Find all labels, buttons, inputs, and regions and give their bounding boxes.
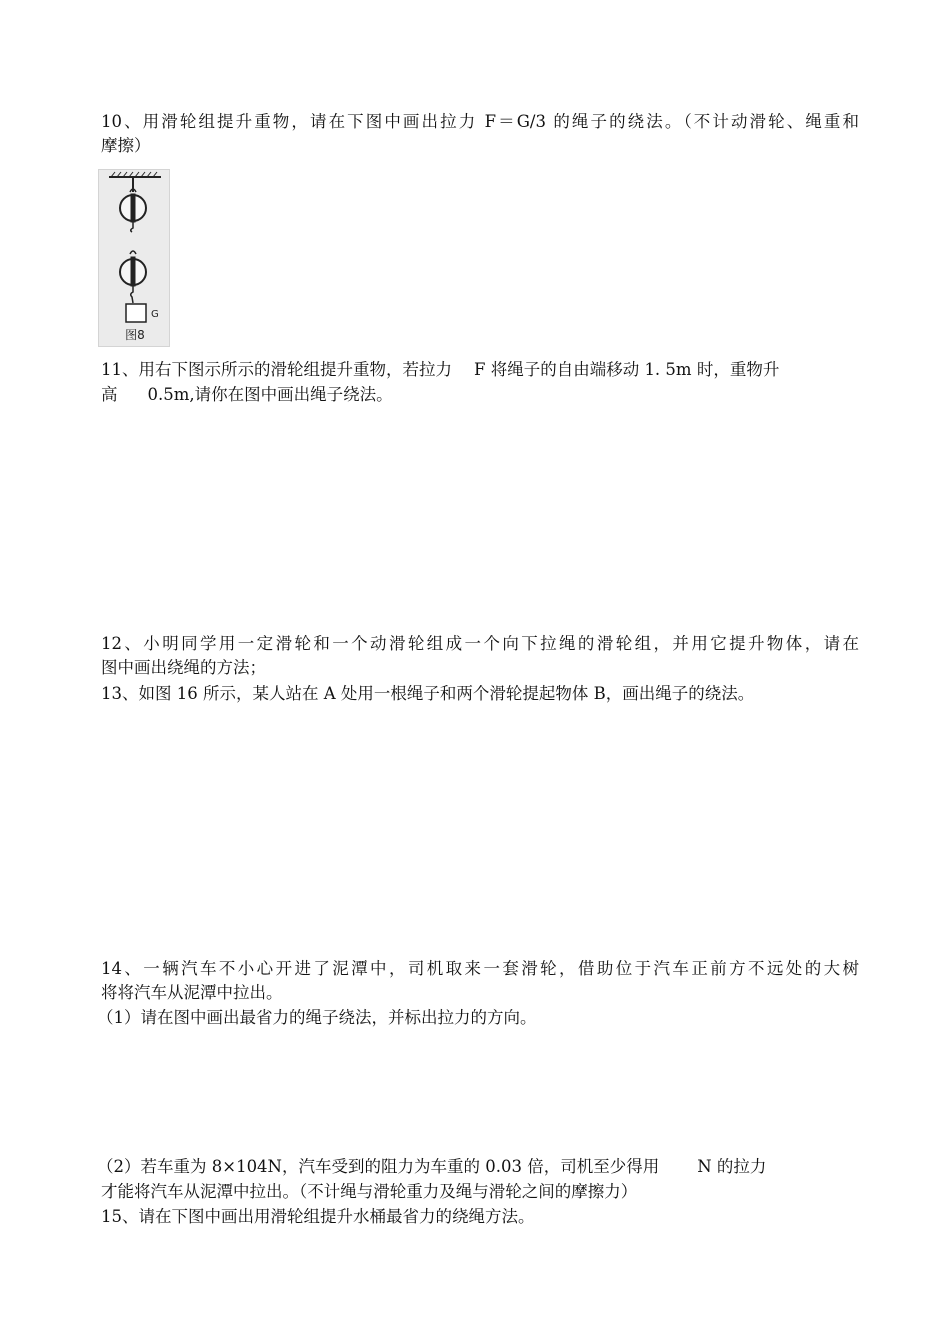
q14-part2-line2: 才能将汽车从泥潭中拉出。（不计绳与滑轮重力及绳与滑轮之间的摩擦力） xyxy=(101,1182,638,1201)
q13-line1: 13、如图 16 所示，某人站在 A 处用一根绳子和两个滑轮提起物体 B，画出绳子的绕法。 xyxy=(101,684,755,703)
q12-line2: 图中画出绕绳的方法； xyxy=(101,658,266,677)
q11-line1-a: 11、用右下图示所示的滑轮组提升重物，若拉力 xyxy=(101,360,452,379)
q14-line2: 将将汽车从泥潭中拉出。 xyxy=(101,983,283,1002)
q11-line2 xyxy=(101,383,393,407)
q14-part2-line1-a: （2）若车重为 8×104N，汽车受到的阻力为车重的 0.03 倍，司机至少得用 xyxy=(97,1157,660,1176)
q14-line1: 14、一辆汽车不小心开进了泥潭中，司机取来一套滑轮，借助位于汽车正前方不远处的大树 xyxy=(101,959,859,978)
q15-line1: 15、请在下图中画出用滑轮组提升水桶最省力的绕绳方法。 xyxy=(101,1207,535,1226)
q14-part2-line1-b: N 的拉力 xyxy=(697,1157,767,1176)
q11-line1-b: F 将绳子的自由端移动 1. 5m 时，重物升 xyxy=(474,360,780,379)
q12-line1: 12、小明同学用一定滑轮和一个动滑轮组成一个向下拉绳的滑轮组，并用它提升物体，请在 xyxy=(101,634,859,653)
q10-line1: 10、用滑轮组提升重物，请在下图中画出拉力 F＝G/3 的绳子的绕法。（不计动滑轮、绳重和 xyxy=(101,112,859,131)
q14-part1: （1）请在图中画出最省力的绳子绕法，并标出拉力的方向。 xyxy=(97,1008,537,1027)
figure-caption: 图8 xyxy=(125,328,145,342)
fixed-pulley xyxy=(120,178,146,232)
q11-line2-b: 0.5m,请你在图中画出绳子绕法。 xyxy=(147,385,393,404)
movable-pulley xyxy=(120,251,146,303)
weight-label: G xyxy=(151,309,159,320)
q14-part2-line1 xyxy=(97,1155,766,1179)
pulley-figure xyxy=(98,169,170,347)
q10-line2: 摩擦） xyxy=(101,136,151,155)
weight-box xyxy=(126,304,146,322)
q11-line2-a: 高 xyxy=(101,385,118,404)
q11-line1 xyxy=(101,358,779,382)
